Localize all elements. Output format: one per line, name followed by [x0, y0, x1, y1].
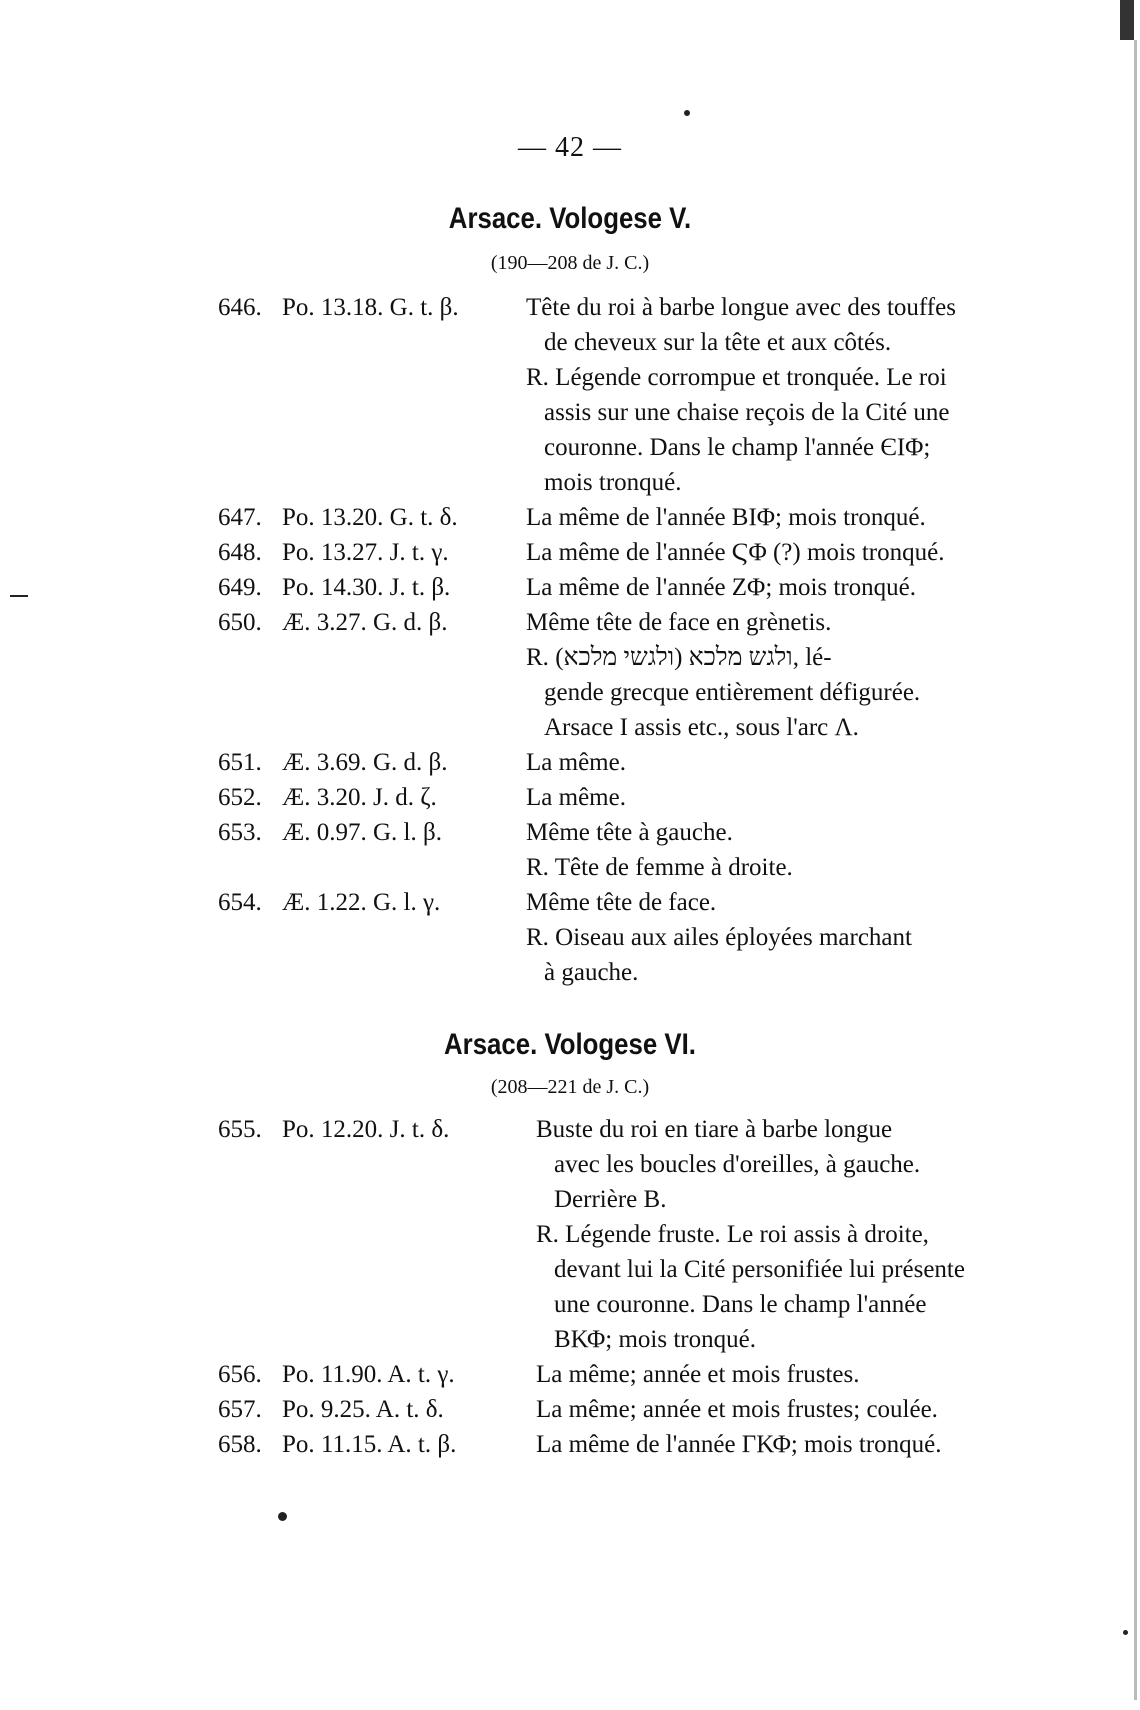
description-line: Buste du roi en tiare à barbe longue [536, 1116, 893, 1143]
description-line: La même de l'année ΖΦ; mois tronqué. [526, 574, 917, 601]
description-line: Derrière B. [554, 1186, 667, 1213]
entry-meta: Po. 11.15. A. t. β. [282, 1431, 457, 1458]
entry-number: 651. [218, 749, 262, 776]
description-line: Tête du roi à barbe longue avec des touffes [526, 294, 956, 321]
entry-number: 646. [218, 294, 262, 321]
entry-meta: Po. 12.20. J. t. δ. [282, 1116, 450, 1143]
reverse-line: Arsace I assis etc., sous l'arc Λ. [544, 714, 859, 741]
coin-entry [218, 290, 1008, 500]
section-title: Arsace. Vologese V. [448, 202, 692, 235]
entry-meta: Æ. 3.20. J. d. ζ. [282, 784, 437, 811]
reverse-line: R. ולגש מלכא (ולגשי מלכא), lé- [526, 644, 832, 671]
section-title: Arsace. Vologese VI. [444, 1028, 696, 1061]
coin-entry [218, 605, 1008, 745]
coin-entry [218, 815, 1008, 885]
entry-number: 650. [218, 609, 262, 636]
reverse-line: gende grecque entièrement défigurée. [544, 679, 921, 706]
entry-number: 656. [218, 1361, 262, 1388]
entry-number: 657. [218, 1396, 262, 1423]
reverse-line: assis sur une chaise reçois de la Cité une [544, 399, 950, 426]
entry-meta: Po. 11.90. A. t. γ. [282, 1361, 455, 1388]
reverse-line: R. Légende fruste. Le roi assis à droite, [536, 1221, 929, 1248]
section-dates: (208—221 de J. C.) [490, 1076, 650, 1098]
reverse-line: ΒΚΦ; mois tronqué. [554, 1326, 756, 1353]
entry-meta: Æ. 0.97. G. l. β. [282, 819, 442, 846]
description-line: La même de l'année ΓΚΦ; mois tronqué. [536, 1431, 942, 1458]
reverse-line: à gauche. [544, 959, 639, 986]
coin-entry [218, 1112, 1008, 1357]
description-line: La même de l'année ϚΦ (?) mois tronqué. [526, 539, 945, 566]
description-line: de cheveux sur la tête et aux côtés. [544, 329, 892, 356]
reverse-line: R. Tête de femme à droite. [526, 854, 793, 881]
scan-edge-line [1134, 40, 1137, 1700]
description-line: Même tête de face. [526, 889, 717, 916]
entry-meta: Æ. 3.69. G. d. β. [282, 749, 448, 776]
reverse-line: couronne. Dans le champ l'année ЄΙΦ; [544, 434, 931, 461]
description-line: La même de l'année ΒΙΦ; mois tronqué. [526, 504, 926, 531]
scan-speck [684, 110, 690, 116]
scan-speck [1123, 1630, 1128, 1635]
description-line: La même; année et mois frustes; coulée. [536, 1396, 938, 1423]
description-line: La même. [526, 749, 626, 776]
entry-number: 649. [218, 574, 262, 601]
description-line: Même tête à gauche. [526, 819, 733, 846]
entry-number: 655. [218, 1116, 262, 1143]
description-line: Même tête de face en grènetis. [526, 609, 832, 636]
reverse-line: R. Légende corrompue et tronquée. Le roi [526, 364, 947, 391]
entry-number: 652. [218, 784, 262, 811]
scan-speck [278, 1512, 287, 1521]
reverse-line: R. Oiseau aux ailes éployées marchant [526, 924, 912, 951]
scan-edge-mark [1120, 0, 1134, 40]
section-dates: (190—208 de J. C.) [490, 252, 650, 274]
entry-meta: Po. 13.20. G. t. δ. [282, 504, 458, 531]
entry-meta: Æ. 1.22. G. l. γ. [282, 889, 441, 916]
entry-number: 648. [218, 539, 262, 566]
reverse-line: mois tronqué. [544, 469, 682, 496]
entry-meta: Po. 13.18. G. t. β. [282, 294, 459, 321]
description-line: La même. [526, 784, 626, 811]
description-line: La même; année et mois frustes. [536, 1361, 860, 1388]
reverse-line: une couronne. Dans le champ l'année [554, 1291, 927, 1318]
page-number: — 42 — [518, 132, 622, 163]
entry-number: 653. [218, 819, 262, 846]
entry-number: 658. [218, 1431, 262, 1458]
entry-meta: Po. 9.25. A. t. δ. [282, 1396, 444, 1423]
entry-meta: Po. 14.30. J. t. β. [282, 574, 451, 601]
scan-speck [10, 595, 28, 597]
entry-number: 647. [218, 504, 262, 531]
description-line: avec les boucles d'oreilles, à gauche. [554, 1151, 921, 1178]
coin-entry [218, 885, 1008, 990]
reverse-line: devant lui la Cité personifiée lui présente [554, 1256, 965, 1283]
entry-number: 654. [218, 889, 262, 916]
entry-meta: Po. 13.27. J. t. γ. [282, 539, 449, 566]
entry-meta: Æ. 3.27. G. d. β. [282, 609, 448, 636]
entry-description [526, 290, 956, 500]
